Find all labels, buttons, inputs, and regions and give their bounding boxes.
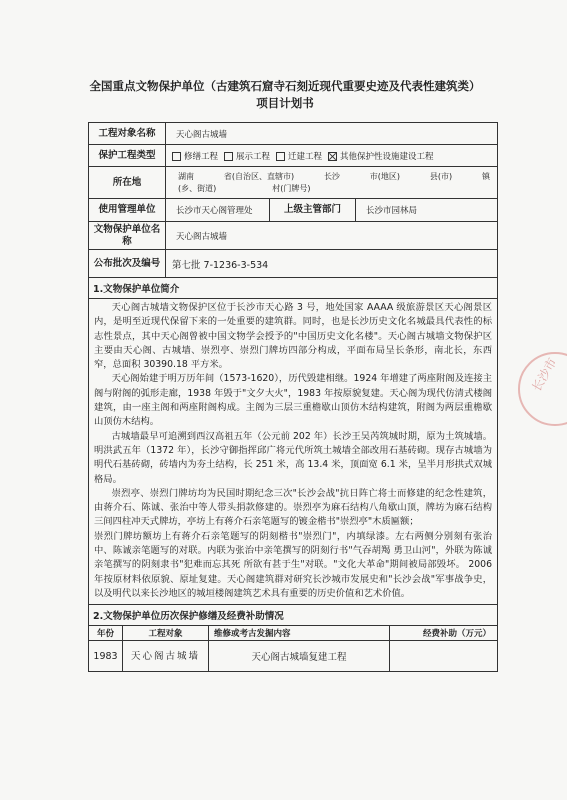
location-value (166, 167, 497, 198)
col-content: 维修或考古发掘内容 (209, 626, 390, 640)
batch-label: 公布批次及编号 (89, 250, 166, 277)
red-seal-stamp (518, 352, 567, 426)
project-object-label: 工程对象名称 (89, 123, 166, 144)
user-unit-value: 长沙市天心阁管理处 (166, 199, 270, 221)
project-plan-table (88, 122, 498, 672)
checkbox-repair[interactable] (172, 152, 181, 161)
row-location (89, 167, 497, 199)
checkbox-other-checked[interactable] (328, 152, 337, 161)
title-line-2: 项目计划书 (256, 96, 314, 110)
row-management (89, 199, 497, 222)
col-year: 年份 (89, 626, 123, 640)
history-table-header (89, 626, 497, 641)
section2-heading: 2.文物保护单位历次保护修缮及经费补助情况 (89, 605, 497, 626)
supervisor-label: 上级主管部门 (270, 199, 356, 221)
row-funding (390, 641, 497, 671)
section1-heading: 1.文物保护单位简介 (89, 278, 497, 299)
intro-paragraph: 天心阁古城墙文物保护区位于长沙市天心路 3 号，地处国家 AAAA 级旅游景区天心阁景区内，是明至近现代保留下来的一处重要的建筑群。同时，也是长沙历史文化名城最具代表性的标志性景点，其中天心阁曾被中国文物学会授予的"中国历史文化名楼"。天心阁古城墙文物保护区主要由天心阁、古城墙、崇烈亭、崇烈门牌坊四部分构成，平面布局呈长条形，南北长，东西窄，总面积 30390.18 平方米。 (94, 302, 492, 371)
checkbox-display[interactable] (224, 152, 233, 161)
location-line-1: 湖南 省(自治区、直辖市) 长沙 市(地区) 县(市) 镇 (178, 171, 490, 181)
project-type-options (166, 145, 497, 166)
location-label: 所在地 (89, 167, 166, 198)
intro-paragraph: 古城墙最早可追溯到西汉高祖五年（公元前 202 年）长沙王吴芮筑城时期，原为土筑城墙。明洪武五年（1372 年），长沙守御指挥邱广将元代所筑土城墙全部改用石基砖砌。现存古城墙为明代石基砖砌，砖墙内为夯土结构，长 251 米，高 13.4 米，顶面宽 6.1 米，呈半月形拱式双城格局。 (94, 430, 492, 485)
row-year: 1983 (89, 641, 123, 671)
intro-paragraph: 崇烈门牌坊额坊上有蒋介石亲笔题写的阴刻楷书"崇烈门"，内填绿漆。左右两侧分别刻有张治中、陈诚亲笔题写的对联。内联为张治中亲笔撰写的阴刻行书"气吞胡羯 勇卫山河"，外联为陈诚亲笔撰写的阴刻隶书"犯难而忘其死 所欲有甚于生"对联。"文化大革命"期间被局部毁坏。 2006 年按原材料依原貌、原址复建。天心阁建筑群对研究长沙城市发展史和"长沙会战"军事战争史，以及明代以来长沙地区的城垣楼阁建筑艺术具有重要的历史价值和艺术价值。 (94, 530, 492, 599)
table-row (89, 641, 497, 671)
col-object: 工程对象 (123, 626, 209, 640)
location-line-2: (乡、街道) 村(门牌号) (178, 183, 311, 193)
project-type-label: 保护工程类型 (89, 145, 166, 166)
heritage-name-label: 文物保护单位名称 (89, 222, 166, 249)
project-object-value: 天心阁古城墙 (176, 129, 228, 140)
batch-value: 第七批 7-1236-3-534 (172, 259, 269, 271)
col-funding: 经费补助（万元） (422, 629, 491, 640)
row-object: 天心阁古城墙 (123, 641, 209, 671)
page-title (60, 78, 510, 112)
heritage-name-value: 天心阁古城墙 (176, 231, 228, 242)
stamp-text: 长沙市 (529, 355, 560, 394)
checkbox-relocation[interactable] (276, 152, 285, 161)
section1-body (89, 299, 497, 605)
intro-paragraph: 天心阁始建于明万历年间（1573-1620），历代毁建相继。1924 年增建了两座附阁及连接主阁与附阁的弧形走廊，1938 年毁于"文夕大火"，1983 年按原貌复建。天心阁为现代仿清式楼阁建筑，由一座主阁和两座附阁构成。主阁为三层三重檐歇山顶仿木结构建筑，附阁为两层重檐歇山顶仿木结构。 (94, 373, 492, 428)
option-display: 展示工程 (224, 150, 270, 162)
row-content: 天心阁古城墙复建工程 (209, 641, 390, 671)
option-repair: 修缮工程 (172, 150, 218, 162)
supervisor-value: 长沙市园林局 (366, 206, 418, 216)
intro-paragraph: 崇烈亭、崇烈门牌坊均为民国时期纪念三次"长沙会战"抗日阵亡将士而修建的纪念性建筑，由蒋介石、陈诚、张治中等人带头捐款修建的。崇烈亭为麻石结构八角歇山顶，牌坊为麻石结构三间四柱冲天式牌坊，亭坊上有蒋介石亲笔题写的镀金楷书"崇烈亭"木质匾额； (94, 487, 492, 528)
row-batch (89, 250, 497, 278)
option-relocation: 迁建工程 (276, 150, 322, 162)
row-project-object (89, 123, 497, 145)
user-unit-label: 使用管理单位 (89, 199, 166, 221)
row-project-type (89, 145, 497, 167)
title-line-1: 全国重点文物保护单位（古建筑石窟寺石刻近现代重要史迹及代表性建筑类） (89, 79, 481, 93)
row-heritage-name (89, 222, 497, 250)
option-other: 其他保护性设施建设工程 (328, 150, 434, 162)
